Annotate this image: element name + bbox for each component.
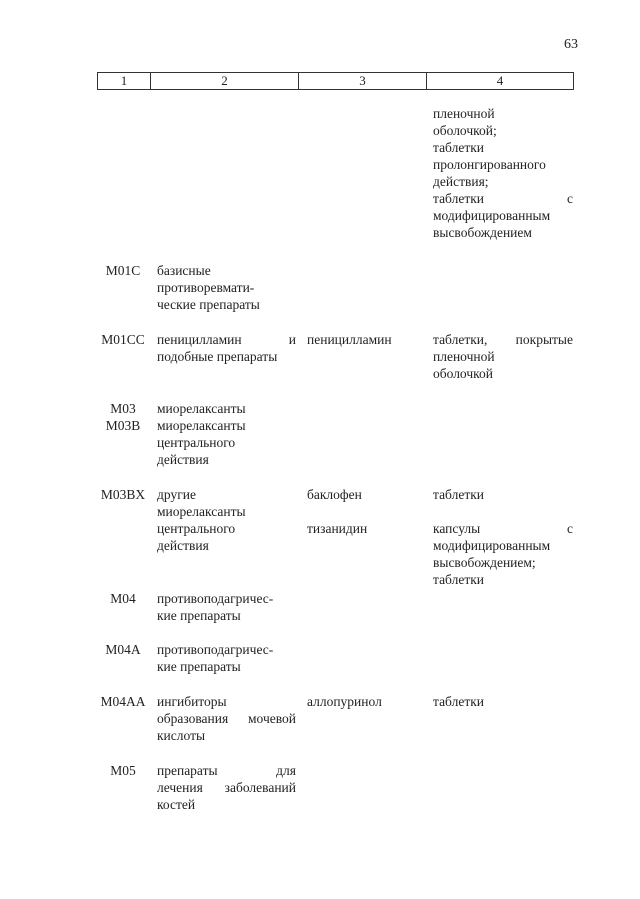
name-word: образования <box>157 711 229 726</box>
form-line: действия; <box>433 174 489 189</box>
name-line <box>157 779 296 796</box>
form-line: пролонгированного <box>433 157 546 172</box>
form-word: таблетки, <box>433 332 488 347</box>
name-word: мочевой <box>248 711 296 726</box>
atc-code-m05: M05 <box>110 763 136 778</box>
group-name-m04aa <box>157 693 296 744</box>
page-number: 63 <box>564 37 578 52</box>
name-line: базисные <box>157 263 211 278</box>
name-line <box>157 710 296 727</box>
atc-code-m01cc: M01CC <box>101 332 145 347</box>
header-col-4: 4 <box>426 73 574 89</box>
form-line: оболочкой <box>433 366 493 381</box>
form-line <box>433 190 573 207</box>
form-word: капсулы <box>433 521 481 536</box>
form-word: с <box>567 191 573 206</box>
inn-penicillamine: пеницилламин <box>307 332 392 347</box>
name-word: препараты <box>157 763 218 778</box>
form-line: оболочкой; <box>433 123 497 138</box>
name-line <box>157 762 296 779</box>
group-name-m03: миорелаксанты <box>157 401 246 416</box>
dosage-form-tizanidine <box>433 520 573 588</box>
dosage-form-baclofen: таблетки <box>433 487 485 502</box>
form-line: таблетки <box>433 572 485 587</box>
continuation-dosage-form <box>433 105 573 241</box>
group-name-m03bx <box>157 486 296 554</box>
name-line: противоподагричес- <box>157 642 274 657</box>
form-word: таблетки <box>433 191 485 206</box>
form-line: модифицированным <box>433 208 551 223</box>
group-name-m05 <box>157 762 296 813</box>
inn-allopurinol: аллопуринол <box>307 694 382 709</box>
form-line <box>433 520 573 537</box>
atc-code-m03: M03 <box>110 401 136 416</box>
name-line: противоревмати- <box>157 280 255 295</box>
name-line: центрального <box>157 521 236 536</box>
name-line <box>157 331 296 348</box>
group-name-m04 <box>157 590 296 624</box>
form-line <box>433 331 573 348</box>
name-word: для <box>276 763 296 778</box>
atc-code-m04aa: M04AA <box>100 694 146 709</box>
name-word: пеницилламин <box>157 332 242 347</box>
atc-code-m01c: M01C <box>105 263 141 278</box>
atc-code-m04: M04 <box>110 591 136 606</box>
name-line: миорелаксанты <box>157 504 246 519</box>
table-header-row <box>97 72 574 90</box>
group-name-m01cc <box>157 331 296 365</box>
name-line: кислоты <box>157 728 206 743</box>
atc-code-m03bx: M03BX <box>100 487 146 502</box>
form-word: покрытые <box>515 332 573 347</box>
header-col-3: 3 <box>298 73 426 89</box>
name-line: другие <box>157 487 196 502</box>
group-name-m03b <box>157 417 296 468</box>
form-line: модифицированным <box>433 538 551 553</box>
dosage-form-m01cc <box>433 331 573 382</box>
header-col-1: 1 <box>97 73 150 89</box>
name-line: центрального <box>157 435 236 450</box>
form-line: пленочной <box>433 349 495 364</box>
name-line: кие препараты <box>157 608 241 623</box>
dosage-form-allopurinol: таблетки <box>433 694 485 709</box>
name-word: лечения <box>157 780 203 795</box>
name-line: подобные препараты <box>157 349 278 364</box>
name-line: противоподагричес- <box>157 591 274 606</box>
atc-code-m03b: M03B <box>105 418 141 433</box>
name-line: действия <box>157 538 209 553</box>
form-line: высвобождением; <box>433 555 536 570</box>
name-word: заболеваний <box>224 780 296 795</box>
form-word: с <box>567 521 573 536</box>
atc-code-m04a: M04A <box>105 642 141 657</box>
form-line: таблетки <box>433 140 485 155</box>
form-line: пленочной <box>433 106 495 121</box>
name-line: миорелаксанты <box>157 418 246 433</box>
form-line: высвобождением <box>433 225 532 240</box>
name-line: ингибиторы <box>157 694 227 709</box>
name-line: костей <box>157 797 196 812</box>
inn-baclofen: баклофен <box>307 487 362 502</box>
group-name-m04a <box>157 641 296 675</box>
header-col-2: 2 <box>150 73 298 89</box>
inn-tizanidine: тизанидин <box>307 521 368 536</box>
group-name-m01c <box>157 262 296 313</box>
name-line: действия <box>157 452 209 467</box>
name-line: ческие препараты <box>157 297 260 312</box>
name-word: и <box>288 332 296 347</box>
name-line: кие препараты <box>157 659 241 674</box>
